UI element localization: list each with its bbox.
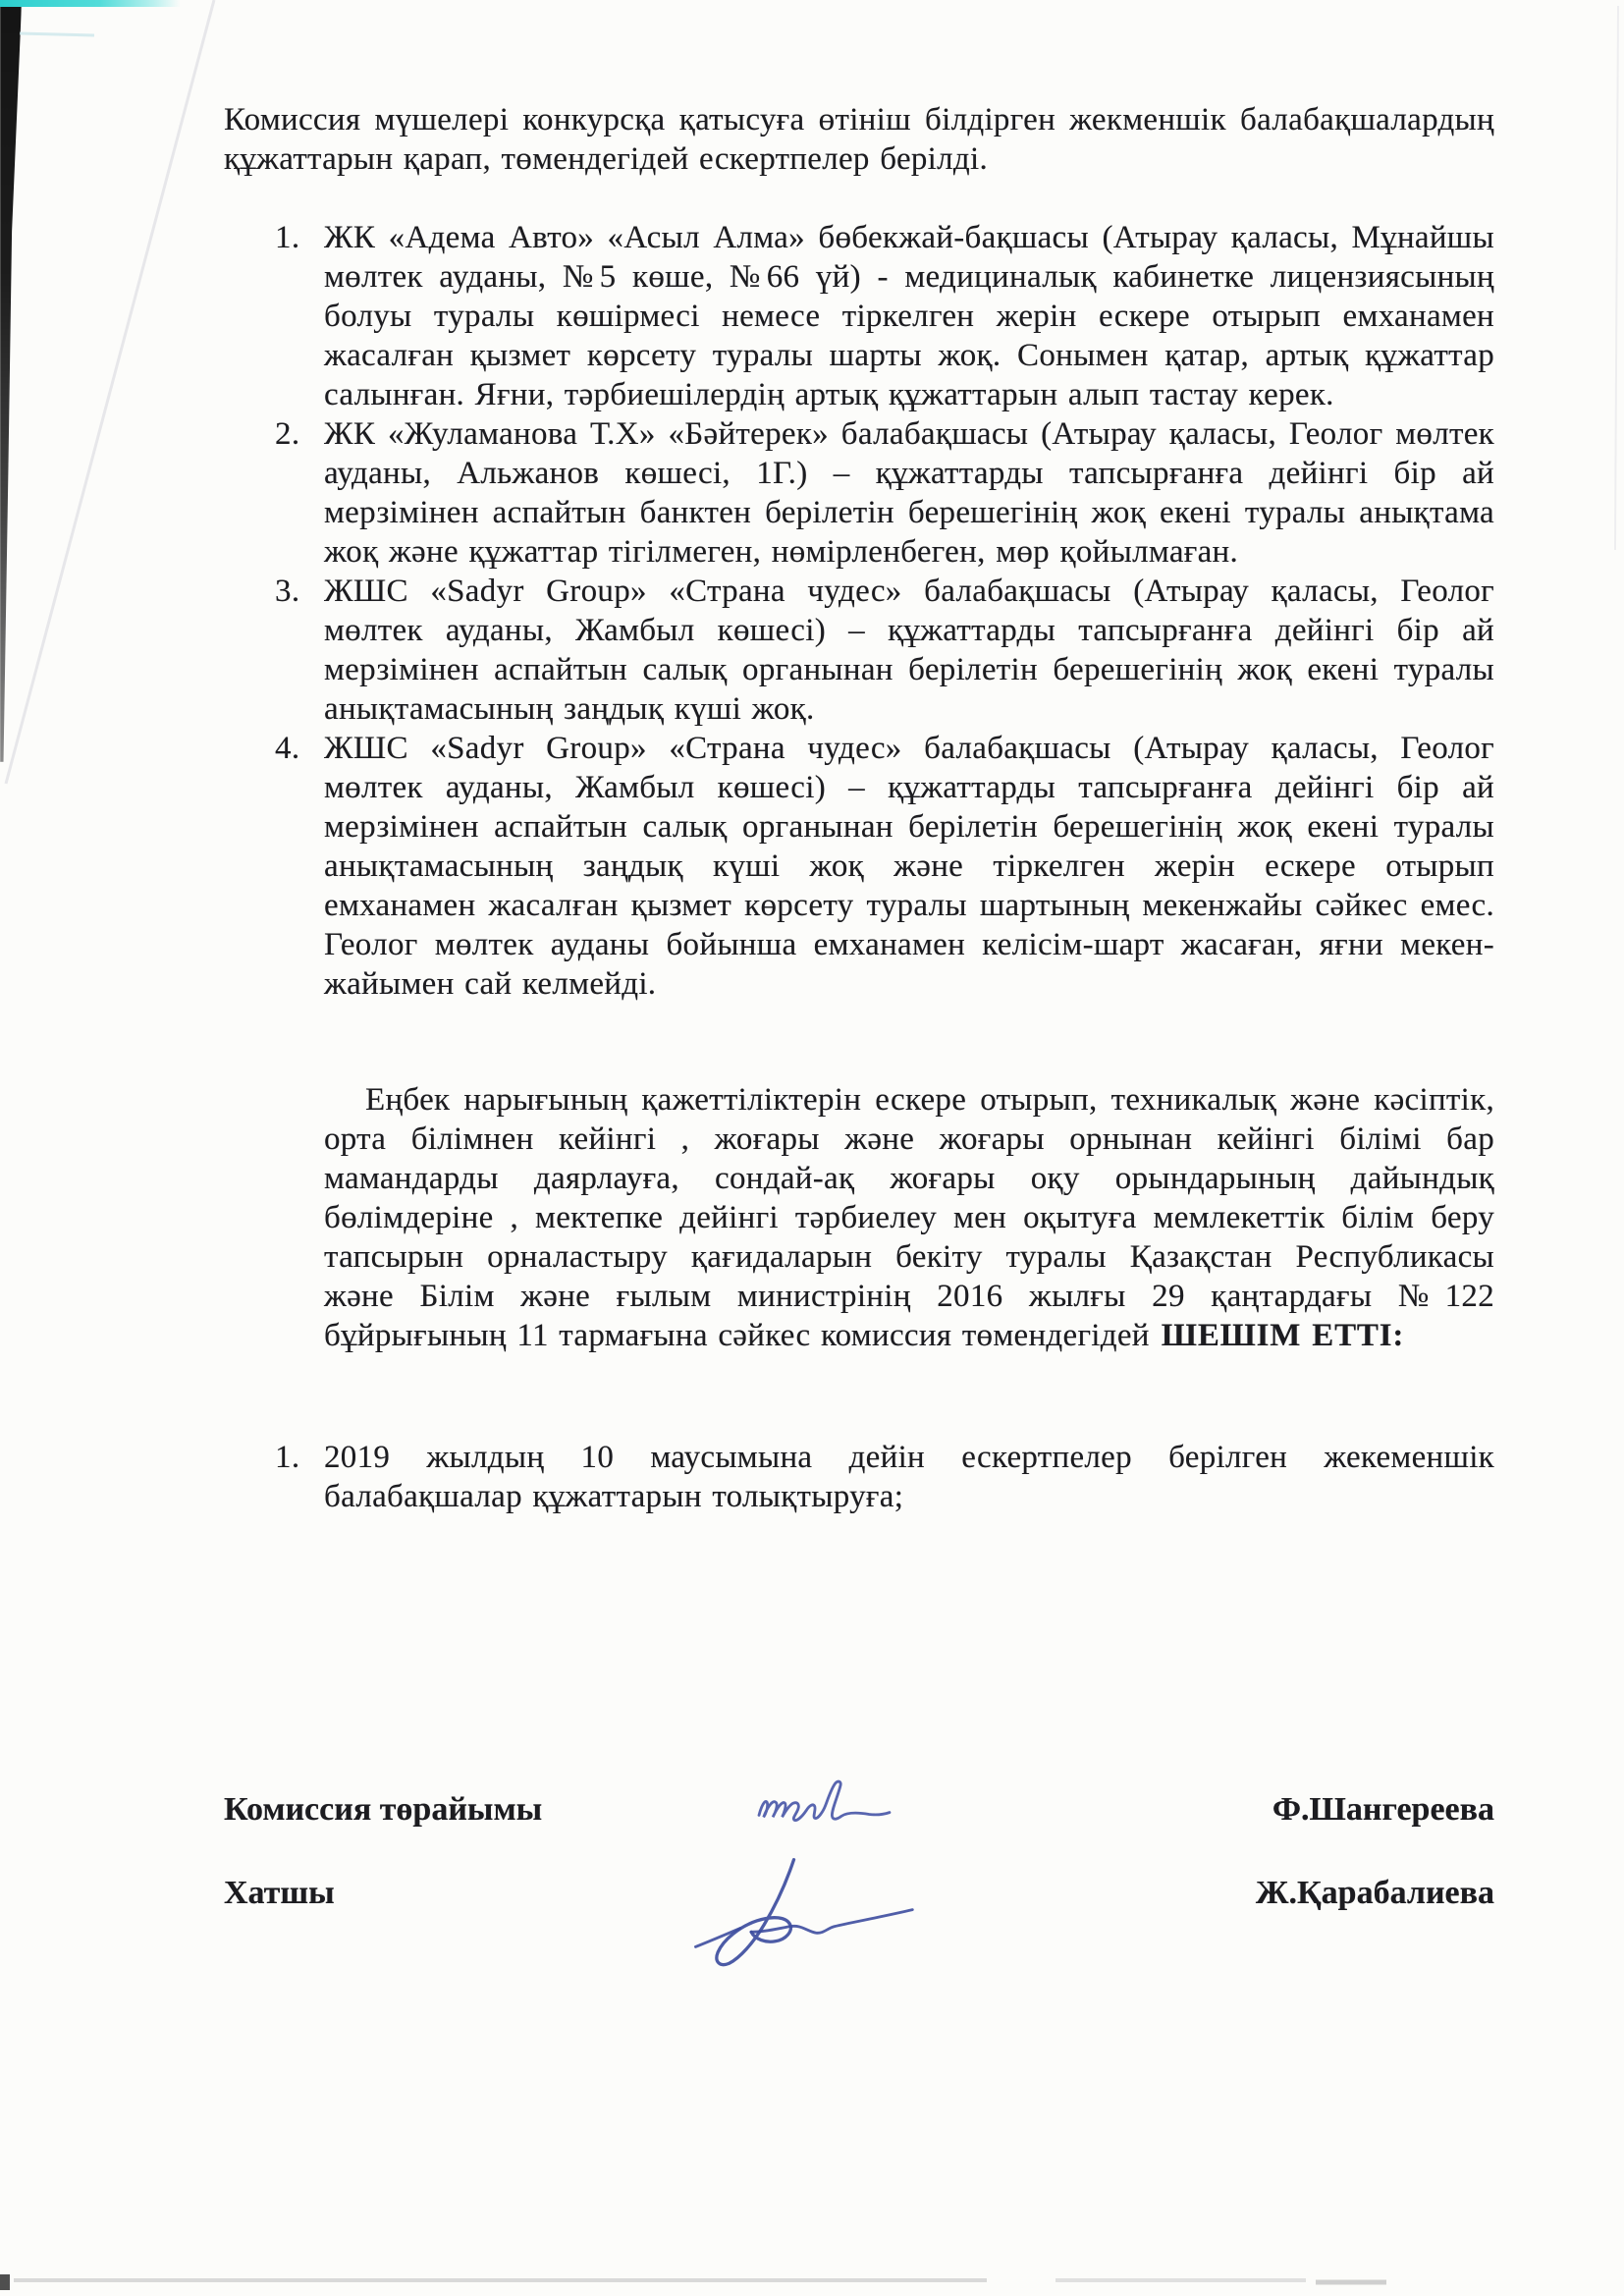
- remark-item-1: ЖК «Адема Авто» «Асыл Алма» бөбекжай-бақшасы (Атырау қаласы, Мұнайшы мөлтек ауданы, №5 көше, №66 үй) - медициналық кабинетке лицензиясының болуы туралы көшірмесі немесе тіркелген жерін ескере отырып емханамен жасалған қызмет көрсету туралы шарты жоқ. Сонымен қатар, артық құжаттар салынған. Яғни, тәрбиешілердің артық құжаттарын алып тастау керек.: [324, 220, 1494, 412]
- signature-name-secretary: Ж.Қарабалиева: [1255, 1875, 1494, 1911]
- remark-item-3: ЖШС «Sadyr Group» «Страна чудес» балабақшасы (Атырау қаласы, Геолог мөлтек ауданы, Жамбыл көшесі) – құжаттарды тапсырғанға дейінгі бір ай мерзімінен аспайтын салық органынан берілетін берешегінің жоқ екені туралы анықтамасының заңдық күші жоқ.: [324, 574, 1494, 727]
- chairwoman-signature-ink: [749, 1774, 898, 1838]
- scan-streak: [20, 33, 94, 35]
- signature-role-chairwoman: Комиссия төрайымы: [224, 1791, 543, 1828]
- decisions-list: [224, 1438, 1494, 1516]
- scan-edge-shadow: [0, 4, 22, 762]
- secretary-signature-ink: [680, 1854, 924, 1970]
- scanner-color-strip: [0, 0, 181, 7]
- bottom-corner-mark: [0, 2274, 10, 2290]
- remarks-list: [224, 218, 1494, 1004]
- signature-role-secretary: Хатшы: [224, 1875, 335, 1911]
- remark-item-4: ЖШС «Sadyr Group» «Страна чудес» балабақшасы (Атырау қаласы, Геолог мөлтек ауданы, Жамбыл көшесі) – құжаттарды тапсырғанға дейінгі бір ай мерзімінен аспайтын салық органынан берілетін берешегінің жоқ екені туралы анықтамасының заңдық күші жоқ және тіркелген жерін ескере отырып емханамен жасалған қызмет көрсету туралы шартының мекенжайы сәйкес емес. Геолог мөлтек ауданы бойынша емханамен келісім-шарт жасаған, яғни мекен-жайымен сай келмейді.: [324, 731, 1494, 1002]
- decision-item-1: 2019 жылдың 10 маусымына дейін ескертпелер берілген жекеменшік балабақшалар құжаттарын толықтыруға;: [324, 1440, 1494, 1514]
- resolution-paragraph: [324, 1080, 1494, 1355]
- resolution-text: Еңбек нарығының қажеттіліктерін ескере отырып, техникалық және кәсіптік, орта білімнен кейінгі , жоғары және жоғары орнынан кейінгі білімі бар мамандарды даярлауға, сондай-ақ жоғары оқу орындарының дайындық бөлімдеріне , мектепке дейінгі тәрбиелеу мен оқытуға мемлекеттік білім беру тапсырын орналастыру қағидаларын бекіту туралы Қазақстан Республикасы және Білім және ғылым министрінің 2016 жылғы 29 қаңтардағы №122 бұйрығының 11 тармағына сәйкес комиссия төмендегідей: [324, 1082, 1494, 1353]
- remark-item-2: ЖК «Жуламанова Т.Х» «Бәйтерек» балабақшасы (Атырау қаласы, Геолог мөлтек ауданы, Альжанов көшесі, 1Г.) – құжаттарды тапсырғанға дейінгі бір ай мерзімінен аспайтын банктен берілетін берешегінің жоқ екені туралы анықтама жоқ және құжаттар тігілмеген, нөмірленбеген, мөр қойылмаған.: [324, 416, 1494, 570]
- signature-name-chairwoman: Ф.Шангереева: [1272, 1791, 1494, 1828]
- right-edge-line: [1615, 6, 1618, 550]
- intro-paragraph: Комиссия мүшелері конкурсқа қатысуға өтініш білдірген жекменшік балабақшалардың құжаттарын қарап, төмендегідей ескертпелер берілді.: [224, 102, 1494, 177]
- decision-heading: ШЕШІМ ЕТТІ:: [1161, 1318, 1405, 1353]
- paper-crease-line: [6, 0, 214, 784]
